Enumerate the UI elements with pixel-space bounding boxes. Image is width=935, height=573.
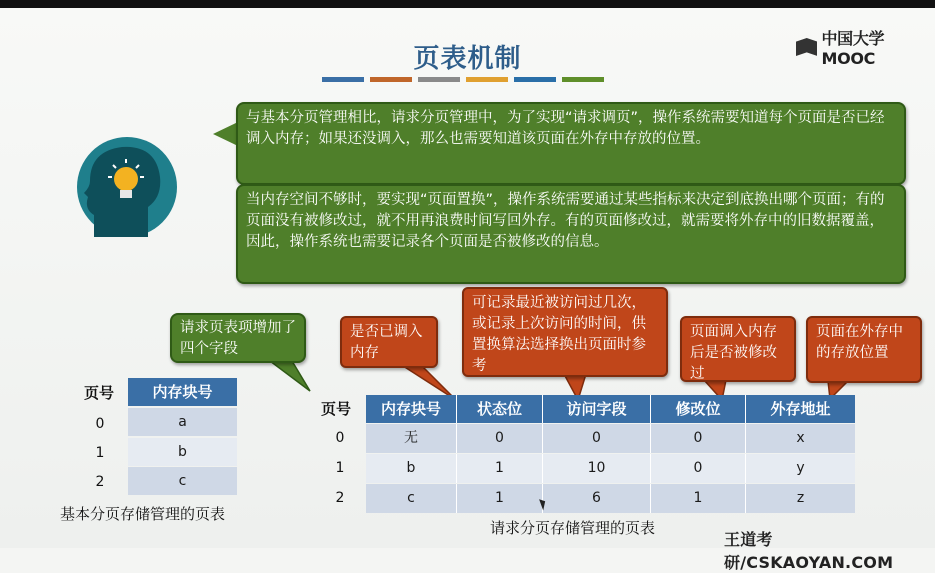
stripe [370, 77, 412, 82]
table-cell: c [128, 467, 237, 495]
table-cell: a [128, 408, 237, 436]
table-row-number: 0 [95, 416, 105, 432]
table-cell: b [366, 454, 456, 483]
table-cell: 1 [650, 484, 745, 513]
column-header: 修改位 [650, 395, 745, 423]
table-row-number: 1 [335, 460, 345, 476]
table-cell: 0 [456, 424, 542, 453]
mooc-logo [796, 26, 935, 68]
column-header: 访问字段 [542, 395, 650, 423]
table-cell: z [745, 484, 855, 513]
note-bubble-page-replacement: 当内存空间不够时，要实现“页面置换”，操作系统需要通过某些指标来决定到底换出哪个页面；有的页面没有被修改过，就不用再浪费时间写回外存。有的页面修改过，就需要将外存中的旧数据覆盖，因此，操作系统也需要记录各个页面是否被修改的信息。 [236, 184, 906, 284]
table-cell: y [745, 454, 855, 483]
column-header: 状态位 [456, 395, 542, 423]
stripe [514, 77, 556, 82]
head-lightbulb-icon [64, 137, 190, 237]
title-accent-stripes [322, 77, 604, 82]
top-black-bar [0, 0, 935, 8]
book-logo-icon [796, 38, 817, 56]
table-cell: 无 [366, 424, 456, 453]
table-cell: 1 [456, 484, 542, 513]
table-cell: 0 [650, 454, 745, 483]
watermark-text: 王道考研/CSKAOYAN.COM [724, 530, 894, 572]
callout-disk-address: 页面在外存中的存放位置 [806, 316, 922, 383]
table-cell: 1 [456, 454, 542, 483]
column-header: 内存块号 [366, 395, 456, 423]
green-bubble-pointer [252, 361, 312, 393]
slide-title: 页表机制 [413, 44, 522, 74]
table-cell: 0 [542, 424, 650, 453]
table-row-number: 1 [95, 445, 105, 461]
callout-modify-bit: 页面调入内存后是否被修改过 [680, 316, 796, 382]
table-cell: b [128, 438, 237, 466]
stripe [562, 77, 604, 82]
table-cell: x [745, 424, 855, 453]
bubble-pointer [213, 122, 238, 146]
stripe [322, 77, 364, 82]
column-header: 外存地址 [745, 395, 855, 423]
request-table-caption: 请求分页存储管理的页表 [490, 519, 656, 537]
table-cell: c [366, 484, 456, 513]
stripe [466, 77, 508, 82]
page-number-label: 页号 [321, 400, 352, 418]
callout-access-field: 可记录最近被访问过几次，或记录上次访问的时间，供置换算法选择换出页面时参考 [462, 287, 668, 377]
table-cell: 0 [650, 424, 745, 453]
table-row-number: 2 [95, 474, 105, 490]
table-cell: 10 [542, 454, 650, 483]
note-bubble-four-fields: 请求页表项增加了四个字段 [170, 313, 306, 363]
table-row-number: 2 [335, 490, 345, 506]
table-header: 内存块号 [128, 378, 237, 406]
stripe [418, 77, 460, 82]
note-bubble-request-paging: 与基本分页管理相比，请求分页管理中，为了实现“请求调页”，操作系统需要知道每个页面是否已经调入内存；如果还没调入，那么也需要知道该页面在外存中存放的位置。 [236, 102, 906, 185]
table-cell: 6 [542, 484, 650, 513]
callout-status-bit: 是否已调入内存 [340, 316, 438, 368]
page-number-label: 页号 [84, 384, 115, 402]
table-row-number: 0 [335, 430, 345, 446]
logo-text: 中国大学MOOC [821, 29, 885, 68]
basic-table-caption: 基本分页存储管理的页表 [60, 505, 226, 523]
